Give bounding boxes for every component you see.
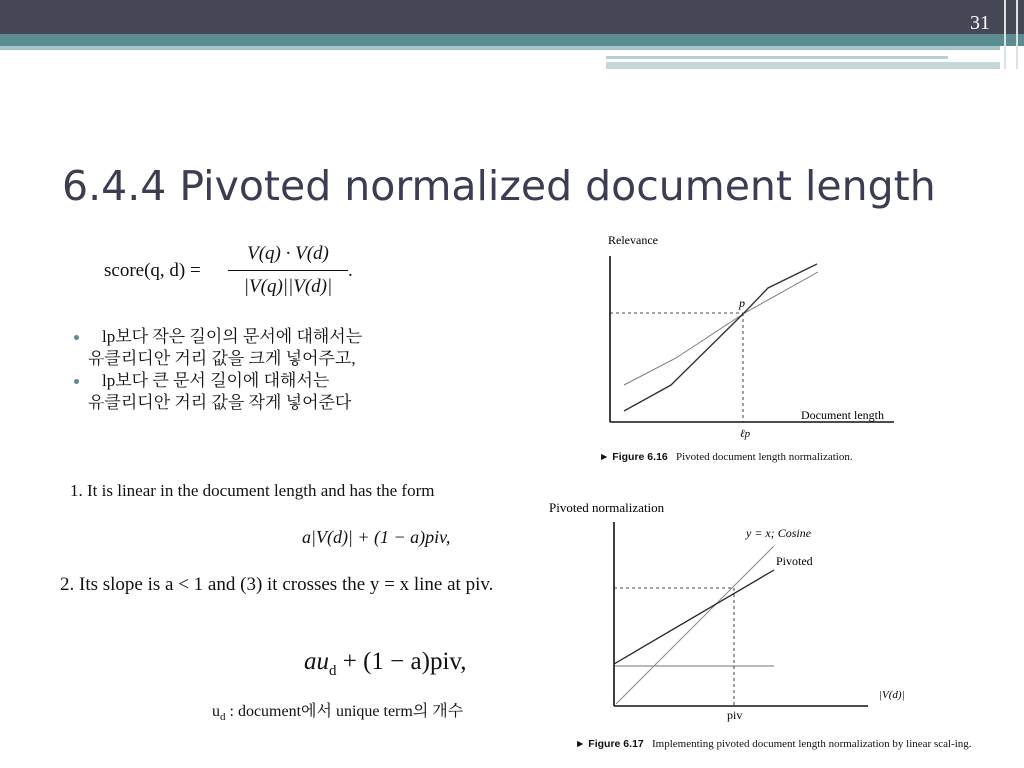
page-number: 31 (970, 12, 990, 34)
equation-linear-form (302, 527, 450, 548)
x-axis-label: Document length (801, 408, 884, 422)
relevance-curve (624, 272, 818, 385)
normalized-curve (624, 264, 817, 411)
bullet-line: 유클리디안 거리 값을 작게 넣어준다 (88, 393, 352, 412)
bullet-line: 유클리디안 거리 값을 크게 넣어주고, (88, 349, 356, 368)
unique-term-note (212, 698, 463, 723)
equation-rest: + (1 − a)piv, (336, 648, 467, 675)
header-bar (0, 0, 1024, 34)
figure-pivoted-normalization (546, 496, 926, 731)
equation-subscript: d (329, 663, 337, 679)
header-divider (1016, 0, 1018, 69)
cosine-score-formula (104, 238, 364, 308)
caption-label: ► Figure 6.16 (599, 451, 668, 463)
x-tick-label: ℓp (740, 428, 751, 440)
x-axis-label: |V(d)| (879, 689, 905, 701)
formula-lhs: score(q, d) = (104, 260, 201, 281)
formula-denominator: |V(q)||V(d)| (243, 276, 333, 297)
figure-6-17-caption (575, 737, 1020, 752)
cosine-line (616, 546, 774, 704)
point-linear: 1. It is linear in the document length and has the form (70, 481, 435, 500)
note-prefix: u (212, 703, 220, 720)
equation-term: au (304, 648, 329, 675)
pivot-point-label: p (739, 296, 745, 310)
pivoted-line (614, 570, 774, 664)
bullet-line: lp보다 작은 길이의 문서에 대해서는 (102, 327, 363, 346)
equation-text: a|V(d)| + (1 − a)piv, (302, 527, 451, 547)
equation-unique-terms (304, 648, 467, 680)
bullet-item (74, 326, 362, 370)
formula-fraction (228, 240, 348, 301)
figure-pivoted-relevance (596, 228, 906, 453)
header-stripe (0, 46, 1000, 50)
bullet-item (74, 370, 362, 414)
caption-label: ► Figure 6.17 (575, 738, 644, 750)
header-stripe-wide (606, 62, 1000, 69)
fraction-bar (228, 270, 348, 271)
figure-6-17-plot (546, 496, 926, 726)
caption-text: Implementing pivoted document length normalization by linear scal-ing. (652, 738, 972, 750)
figure-6-16-plot (596, 228, 906, 448)
header-stripe-short (606, 56, 948, 59)
formula-end: . (348, 260, 353, 281)
header-divider (1004, 0, 1006, 69)
point-slope: 2. Its slope is a < 1 and (3) it crosses the y = x line at piv. (60, 574, 494, 595)
caption-text: Pivoted document length normalization. (676, 451, 853, 463)
header-accent-bar (0, 34, 1024, 46)
cosine-line-label: y = x; Cosine (746, 526, 812, 540)
formula-numerator: V(q) · V(d) (247, 243, 329, 264)
slide-title: 6.4.4 Pivoted normalized document length (62, 162, 936, 210)
bullet-list (74, 326, 362, 414)
note-subscript: d (220, 711, 226, 724)
y-axis-label: Relevance (608, 233, 658, 247)
x-tick-label: piv (727, 708, 743, 722)
y-axis-label: Pivoted normalization (549, 500, 665, 515)
pivoted-line-label: Pivoted (776, 554, 813, 568)
bullet-line: lp보다 큰 문서 길이에 대해서는 (102, 371, 330, 390)
note-text: : document에서 unique term의 개수 (225, 703, 464, 720)
figure-6-16-caption (599, 451, 853, 463)
